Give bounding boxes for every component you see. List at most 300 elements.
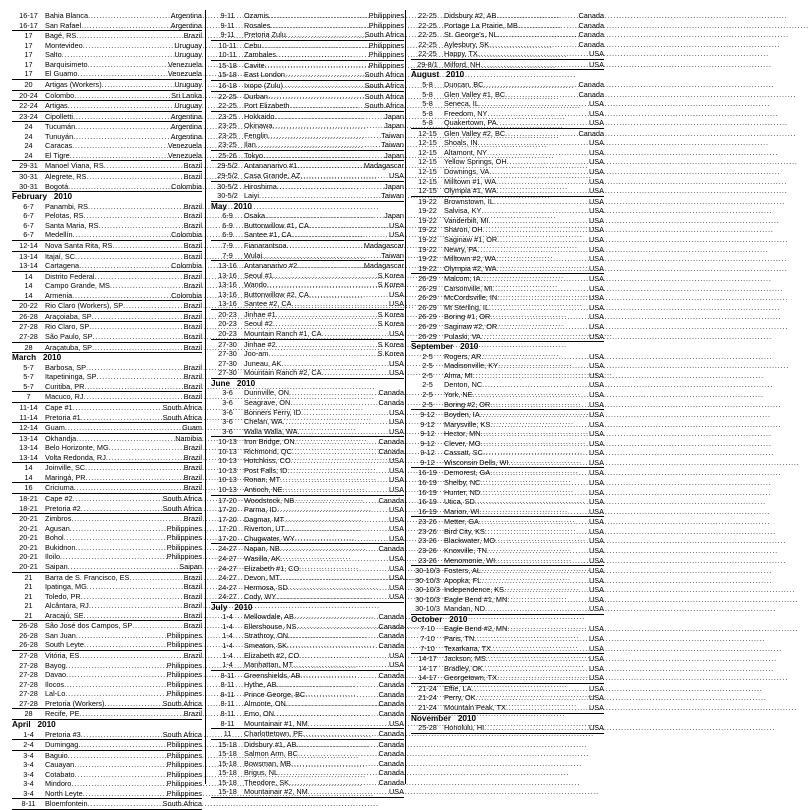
schedule-row — [211, 41, 404, 51]
dot-leader — [297, 161, 364, 171]
event-location: Smeaton, SK — [244, 641, 287, 650]
dot-leader — [286, 699, 379, 709]
event-location: Theodore, SK — [244, 777, 290, 787]
event-country: Brazil — [183, 610, 202, 620]
schedule-row — [411, 400, 604, 410]
dot-leader — [496, 177, 589, 187]
event-country: USA — [388, 553, 404, 563]
event-dates: 17 — [24, 31, 33, 41]
dot-leader — [483, 664, 589, 674]
event-dates: 18-21 — [19, 494, 38, 503]
event-dates: 22-24 — [19, 101, 38, 111]
schedule-row — [12, 689, 202, 699]
event-country: Philippines — [166, 533, 202, 543]
schedule-row — [411, 673, 604, 683]
event-location: Marion, WI — [444, 506, 480, 516]
schedule-row — [411, 274, 604, 284]
dot-leader — [77, 69, 167, 79]
event-location: Araçoiaba, SP — [45, 311, 92, 321]
schedule-row — [12, 592, 202, 602]
event-dates: 15-18 — [218, 777, 237, 787]
event-dates: 22-25 — [418, 49, 437, 59]
event-dates: 5-8 — [422, 118, 433, 128]
event-country: USA — [388, 358, 404, 368]
event-location: Menomonie, WI — [444, 555, 496, 565]
schedule-row — [12, 261, 202, 271]
dot-leader — [485, 604, 589, 614]
event-dates: 1-4 — [222, 612, 233, 622]
event-location: Ozamis — [244, 11, 269, 20]
dot-leader — [309, 290, 389, 300]
dot-leader — [474, 634, 589, 644]
event-location: Olympia #1, WA — [444, 186, 497, 196]
event-location: Wando — [244, 280, 267, 290]
event-country: Guam — [182, 423, 202, 433]
event-country: South Africa — [364, 91, 404, 101]
dot-leader — [99, 221, 184, 231]
schedule-row — [411, 371, 604, 381]
event-country: Canada — [378, 641, 404, 650]
schedule-row — [211, 290, 404, 300]
event-location: Carsonville, MI — [444, 283, 493, 293]
event-location: Itajaí, SC — [45, 251, 76, 261]
event-country: Taiwan — [381, 130, 404, 140]
dot-leader — [308, 719, 389, 729]
dot-leader — [490, 400, 589, 410]
schedule-row — [12, 241, 202, 251]
schedule-row — [211, 251, 404, 261]
event-location: Elizabeth #2, CO — [244, 650, 300, 660]
event-location: Antananarivo #1 — [244, 161, 298, 171]
event-location: Hotchkiss, CO — [244, 456, 291, 466]
event-country: Madagascar — [363, 161, 404, 171]
event-country: USA — [588, 157, 604, 167]
schedule-row — [411, 654, 604, 664]
event-country: USA — [588, 302, 604, 312]
event-dates: 14-17 — [418, 673, 437, 683]
event-location: St. George's, NL — [444, 30, 498, 40]
event-dates: 15-18 — [218, 739, 237, 749]
month-heading: March 2010 — [12, 353, 62, 363]
event-country: Venezuela — [167, 69, 202, 79]
event-location: Okhandja — [45, 433, 77, 443]
dot-leader — [273, 271, 378, 281]
event-location: Pretoria #1 — [45, 412, 81, 422]
event-location: Manhattan, MT — [244, 660, 294, 670]
event-country: USA — [588, 566, 604, 576]
schedule-row — [211, 505, 404, 515]
event-location: Bukidnon — [45, 542, 76, 552]
event-dates: 28 — [24, 709, 33, 719]
event-country: Philippines — [166, 670, 202, 680]
event-location: Agusan — [45, 523, 70, 533]
event-country: Canada — [378, 544, 404, 554]
event-dates: 23-26 — [418, 526, 437, 536]
event-location: Richmond, QC — [244, 446, 292, 456]
month-heading: February 2010 — [12, 192, 73, 202]
dot-leader — [74, 483, 184, 493]
schedule-row — [211, 583, 404, 593]
event-country: Argentina — [170, 20, 202, 30]
event-dates: 9-12 — [420, 438, 435, 448]
event-location: Guam — [45, 423, 65, 433]
event-dates: 23-26 — [418, 517, 437, 527]
event-country: USA — [588, 545, 604, 555]
event-country: USA — [588, 147, 604, 157]
event-country: USA — [588, 506, 604, 516]
event-country: Brazil — [183, 514, 202, 524]
schedule-row — [12, 670, 202, 680]
event-country: USA — [588, 438, 604, 448]
dot-leader — [291, 299, 389, 309]
event-country: USA — [588, 526, 604, 536]
event-country: Brazil — [183, 601, 202, 611]
dot-leader — [83, 789, 167, 799]
dot-leader — [288, 631, 378, 641]
dot-leader — [287, 641, 378, 651]
event-location: Cape #2 — [45, 494, 73, 503]
event-country: USA — [588, 196, 604, 206]
schedule-row — [411, 148, 604, 158]
event-country: Colombia — [171, 261, 202, 271]
event-location: Durban — [244, 91, 268, 101]
dot-leader — [75, 770, 167, 780]
event-country: South Africa — [162, 799, 202, 809]
dot-leader — [88, 799, 163, 809]
schedule-row — [411, 448, 604, 458]
dot-leader — [268, 131, 381, 141]
event-location: Santee #2, CA — [244, 299, 292, 309]
dot-leader — [79, 709, 183, 719]
dot-leader — [73, 403, 163, 413]
schedule-row — [411, 546, 604, 556]
schedule-row — [411, 21, 604, 31]
event-dates: 17-20 — [218, 505, 237, 515]
schedule-row — [12, 122, 202, 132]
event-country: Brazil — [183, 472, 202, 482]
dot-leader — [487, 109, 589, 119]
event-dates: 23-26 — [418, 536, 437, 546]
schedule-row — [12, 272, 202, 282]
event-dates: 14-17 — [418, 654, 437, 664]
dot-leader — [76, 31, 184, 41]
event-location: Almonte, ON — [244, 699, 286, 709]
schedule-row — [411, 429, 604, 439]
dot-leader — [481, 206, 589, 216]
event-location: Rio Claro (Workers), SP — [45, 301, 124, 311]
event-location: Post Falls, ID — [244, 465, 288, 475]
schedule-row — [12, 709, 202, 719]
event-dates: 3-4 — [23, 788, 34, 798]
schedule-row — [12, 392, 202, 402]
event-country: USA — [588, 225, 604, 235]
event-country: Philippines — [166, 523, 202, 533]
dot-leader — [283, 81, 365, 91]
event-location: Didsbury #1, AB — [244, 739, 297, 749]
event-location: Criciuma — [45, 483, 74, 493]
event-dates: 24-27 — [218, 563, 237, 573]
dot-leader — [285, 524, 389, 534]
dot-leader — [272, 121, 384, 131]
event-location: Charlottetown, PE — [244, 729, 303, 739]
schedule-row — [411, 595, 604, 605]
schedule-row — [12, 403, 202, 413]
event-location: Malcom, IA — [444, 274, 481, 284]
event-country: Brazil — [183, 281, 202, 291]
schedule-row — [12, 221, 202, 231]
event-dates: 20-23 — [218, 309, 237, 319]
schedule-row — [12, 312, 202, 322]
event-dates: 20-21 — [19, 552, 38, 562]
event-location: Cebu — [244, 40, 262, 50]
event-dates: 8-11 — [220, 699, 235, 709]
dot-leader — [477, 245, 589, 255]
schedule-row — [411, 566, 604, 576]
schedule-row — [411, 293, 604, 303]
event-location: Mountain Peak, TX — [444, 702, 506, 712]
event-location: Ilocos — [45, 679, 65, 689]
event-location: Olympia #2, WA — [444, 263, 497, 273]
schedule-row — [12, 31, 202, 41]
event-location: Baguio — [45, 750, 68, 760]
schedule-row — [12, 60, 202, 70]
schedule-row — [211, 680, 404, 690]
dot-leader — [76, 631, 167, 641]
event-dates: 6-9 — [222, 211, 233, 221]
schedule-row — [12, 423, 202, 433]
event-country: USA — [388, 368, 404, 378]
event-dates: 29-5/2 — [217, 161, 238, 171]
event-country: USA — [588, 517, 604, 527]
event-country: USA — [588, 49, 604, 59]
schedule-row — [411, 644, 604, 654]
schedule-row — [211, 651, 404, 661]
dot-leader — [283, 485, 389, 495]
event-dates: 29-5/2 — [217, 171, 238, 180]
schedule-row — [411, 109, 604, 119]
event-location: Cotabato — [45, 769, 75, 779]
event-location: Davao — [45, 670, 67, 680]
event-location: Alma, MI — [444, 370, 473, 380]
dot-leader — [506, 703, 589, 713]
event-country: S Korea — [377, 339, 404, 349]
event-location: Denton, NC — [444, 380, 483, 390]
event-country: South Africa — [364, 30, 404, 40]
dot-leader — [300, 671, 378, 681]
schedule-row — [211, 787, 404, 797]
schedule-row — [12, 573, 202, 583]
event-country: Canada — [378, 437, 404, 447]
dot-leader — [297, 261, 364, 271]
event-location: Antananarivo #2 — [244, 261, 298, 271]
event-dates: 19-22 — [418, 234, 437, 244]
schedule-row — [211, 368, 404, 378]
schedule-row — [211, 612, 404, 622]
event-dates: 26-28 — [19, 311, 38, 321]
event-dates: 12-15 — [418, 138, 437, 148]
schedule-row — [411, 380, 604, 390]
event-country: Japan — [384, 150, 404, 160]
dot-leader — [483, 225, 589, 235]
event-location: Aylesbury, SK — [444, 39, 490, 49]
dot-leader — [293, 660, 389, 670]
schedule-row — [411, 556, 604, 566]
event-location: Freedom, NY — [444, 108, 488, 118]
schedule-row — [411, 245, 604, 255]
event-location: Hiroshima — [244, 181, 277, 191]
dot-leader — [287, 241, 364, 251]
dot-leader — [106, 453, 184, 463]
dot-leader — [283, 417, 389, 427]
dot-leader — [85, 463, 184, 473]
dot-leader — [281, 554, 389, 564]
schedule-row — [411, 129, 604, 139]
event-country: Canada — [378, 612, 404, 622]
schedule-row — [211, 437, 404, 447]
dot-leader — [481, 60, 589, 70]
event-location: Maringá, PR — [45, 472, 86, 482]
event-location: Milltown #1, WA — [444, 176, 497, 186]
event-dates: 15-18 — [218, 70, 237, 80]
event-location: Honolulu, HI — [444, 723, 485, 733]
event-location: Wulai — [244, 250, 263, 260]
event-dates: 3-4 — [23, 760, 34, 770]
event-location: Ixopo (Zulu) — [244, 80, 283, 90]
event-dates: 23-25 — [218, 140, 237, 150]
event-location: York, NE — [444, 389, 473, 399]
event-country: Brazil — [183, 443, 202, 453]
dot-leader — [68, 751, 167, 761]
event-country: South Africa — [364, 70, 404, 80]
schedule-row — [411, 390, 604, 400]
dot-leader — [497, 118, 589, 128]
event-location: Brownstown, IL — [444, 196, 494, 206]
event-location: Itapetininga, SP — [45, 372, 97, 382]
event-dates: 14-17 — [418, 663, 437, 673]
schedule-row — [12, 21, 202, 31]
event-location: Hokkaido — [244, 111, 275, 121]
event-dates: 15-18 — [218, 60, 237, 70]
schedule-row — [211, 778, 404, 788]
event-country: USA — [588, 274, 604, 284]
event-dates: 5-7 — [23, 372, 34, 382]
event-location: Greenshields, AB — [244, 670, 301, 680]
event-dates: 27-30 — [218, 349, 237, 359]
event-dates: 30-10/3 — [415, 594, 440, 604]
schedule-row — [12, 789, 202, 799]
schedule-row — [12, 779, 202, 789]
event-dates: 12-14 — [19, 423, 38, 433]
schedule-row — [411, 235, 604, 245]
schedule-row — [211, 671, 404, 681]
dot-leader — [321, 329, 389, 339]
event-country: Canada — [578, 89, 604, 99]
dot-leader — [276, 340, 378, 350]
event-dates: 10-13 — [218, 456, 237, 466]
schedule-row — [211, 388, 404, 398]
dot-leader — [480, 478, 589, 488]
schedule-row — [12, 582, 202, 592]
event-dates: 9-11 — [220, 30, 235, 40]
schedule-row — [211, 50, 404, 60]
event-location: Riverton, UT — [244, 524, 285, 534]
schedule-row — [211, 11, 404, 21]
event-dates: 20-23 — [218, 329, 237, 338]
schedule-row — [12, 601, 202, 611]
event-country: USA — [388, 505, 404, 515]
event-dates: 26-29 — [418, 312, 437, 322]
event-country: Namibia — [175, 433, 202, 443]
event-dates: 23-25 — [218, 121, 237, 131]
event-dates: 7-10 — [420, 634, 435, 643]
event-country: Canada — [378, 729, 404, 739]
event-location: Salmon Arm, BC — [244, 749, 298, 759]
schedule-row — [411, 410, 604, 420]
event-dates: 6-9 — [222, 230, 233, 240]
event-dates: 2-5 — [422, 351, 433, 361]
event-dates: 19-22 — [418, 263, 437, 273]
event-country: USA — [588, 322, 604, 331]
event-country: USA — [588, 634, 604, 643]
event-location: Eagle Bend #1, MN — [444, 594, 508, 604]
schedule-row — [12, 372, 202, 382]
event-country: Colombia — [171, 181, 202, 191]
schedule-row — [411, 517, 604, 527]
event-country: Philippines — [166, 660, 202, 670]
schedule-row — [211, 554, 404, 564]
event-location: Medellín — [45, 230, 73, 240]
schedule-row — [12, 699, 202, 709]
event-location: Bagé, RS — [45, 31, 77, 41]
schedule-row — [411, 138, 604, 148]
schedule-row — [12, 751, 202, 761]
schedule-row — [411, 157, 604, 167]
event-location: Joo-am — [244, 349, 269, 359]
event-dates: 27-30 — [218, 368, 237, 378]
dot-leader — [94, 272, 183, 282]
dot-leader — [84, 640, 167, 650]
event-country: USA — [588, 244, 604, 254]
schedule-row — [211, 592, 404, 602]
event-dates: 12-15 — [418, 176, 437, 186]
dot-leader — [60, 552, 167, 562]
schedule-row — [12, 473, 202, 483]
event-location: Saipan — [45, 561, 68, 571]
event-country: Canada — [578, 20, 604, 30]
schedule-row — [12, 562, 202, 572]
dot-leader — [285, 70, 365, 80]
event-dates: 9-12 — [420, 419, 435, 429]
schedule-row — [411, 167, 604, 177]
dot-leader — [481, 566, 589, 576]
event-dates: 3-4 — [23, 779, 34, 789]
dot-leader — [66, 661, 167, 671]
schedule-row — [12, 50, 202, 60]
event-country: USA — [588, 263, 604, 273]
event-country: Canada — [378, 699, 404, 709]
event-country: Brazil — [183, 651, 202, 660]
event-location: Cavite — [244, 60, 265, 70]
event-dates: 8-11 — [21, 799, 36, 809]
event-dates: 19-22 — [418, 254, 437, 264]
event-location: Paris, TN — [444, 634, 475, 643]
schedule-row — [411, 40, 604, 50]
event-dates: 24 — [24, 150, 33, 160]
schedule-row — [211, 398, 404, 408]
event-country: USA — [388, 220, 404, 230]
dot-leader — [478, 49, 589, 59]
event-location: Woodstock, NB — [244, 495, 295, 505]
